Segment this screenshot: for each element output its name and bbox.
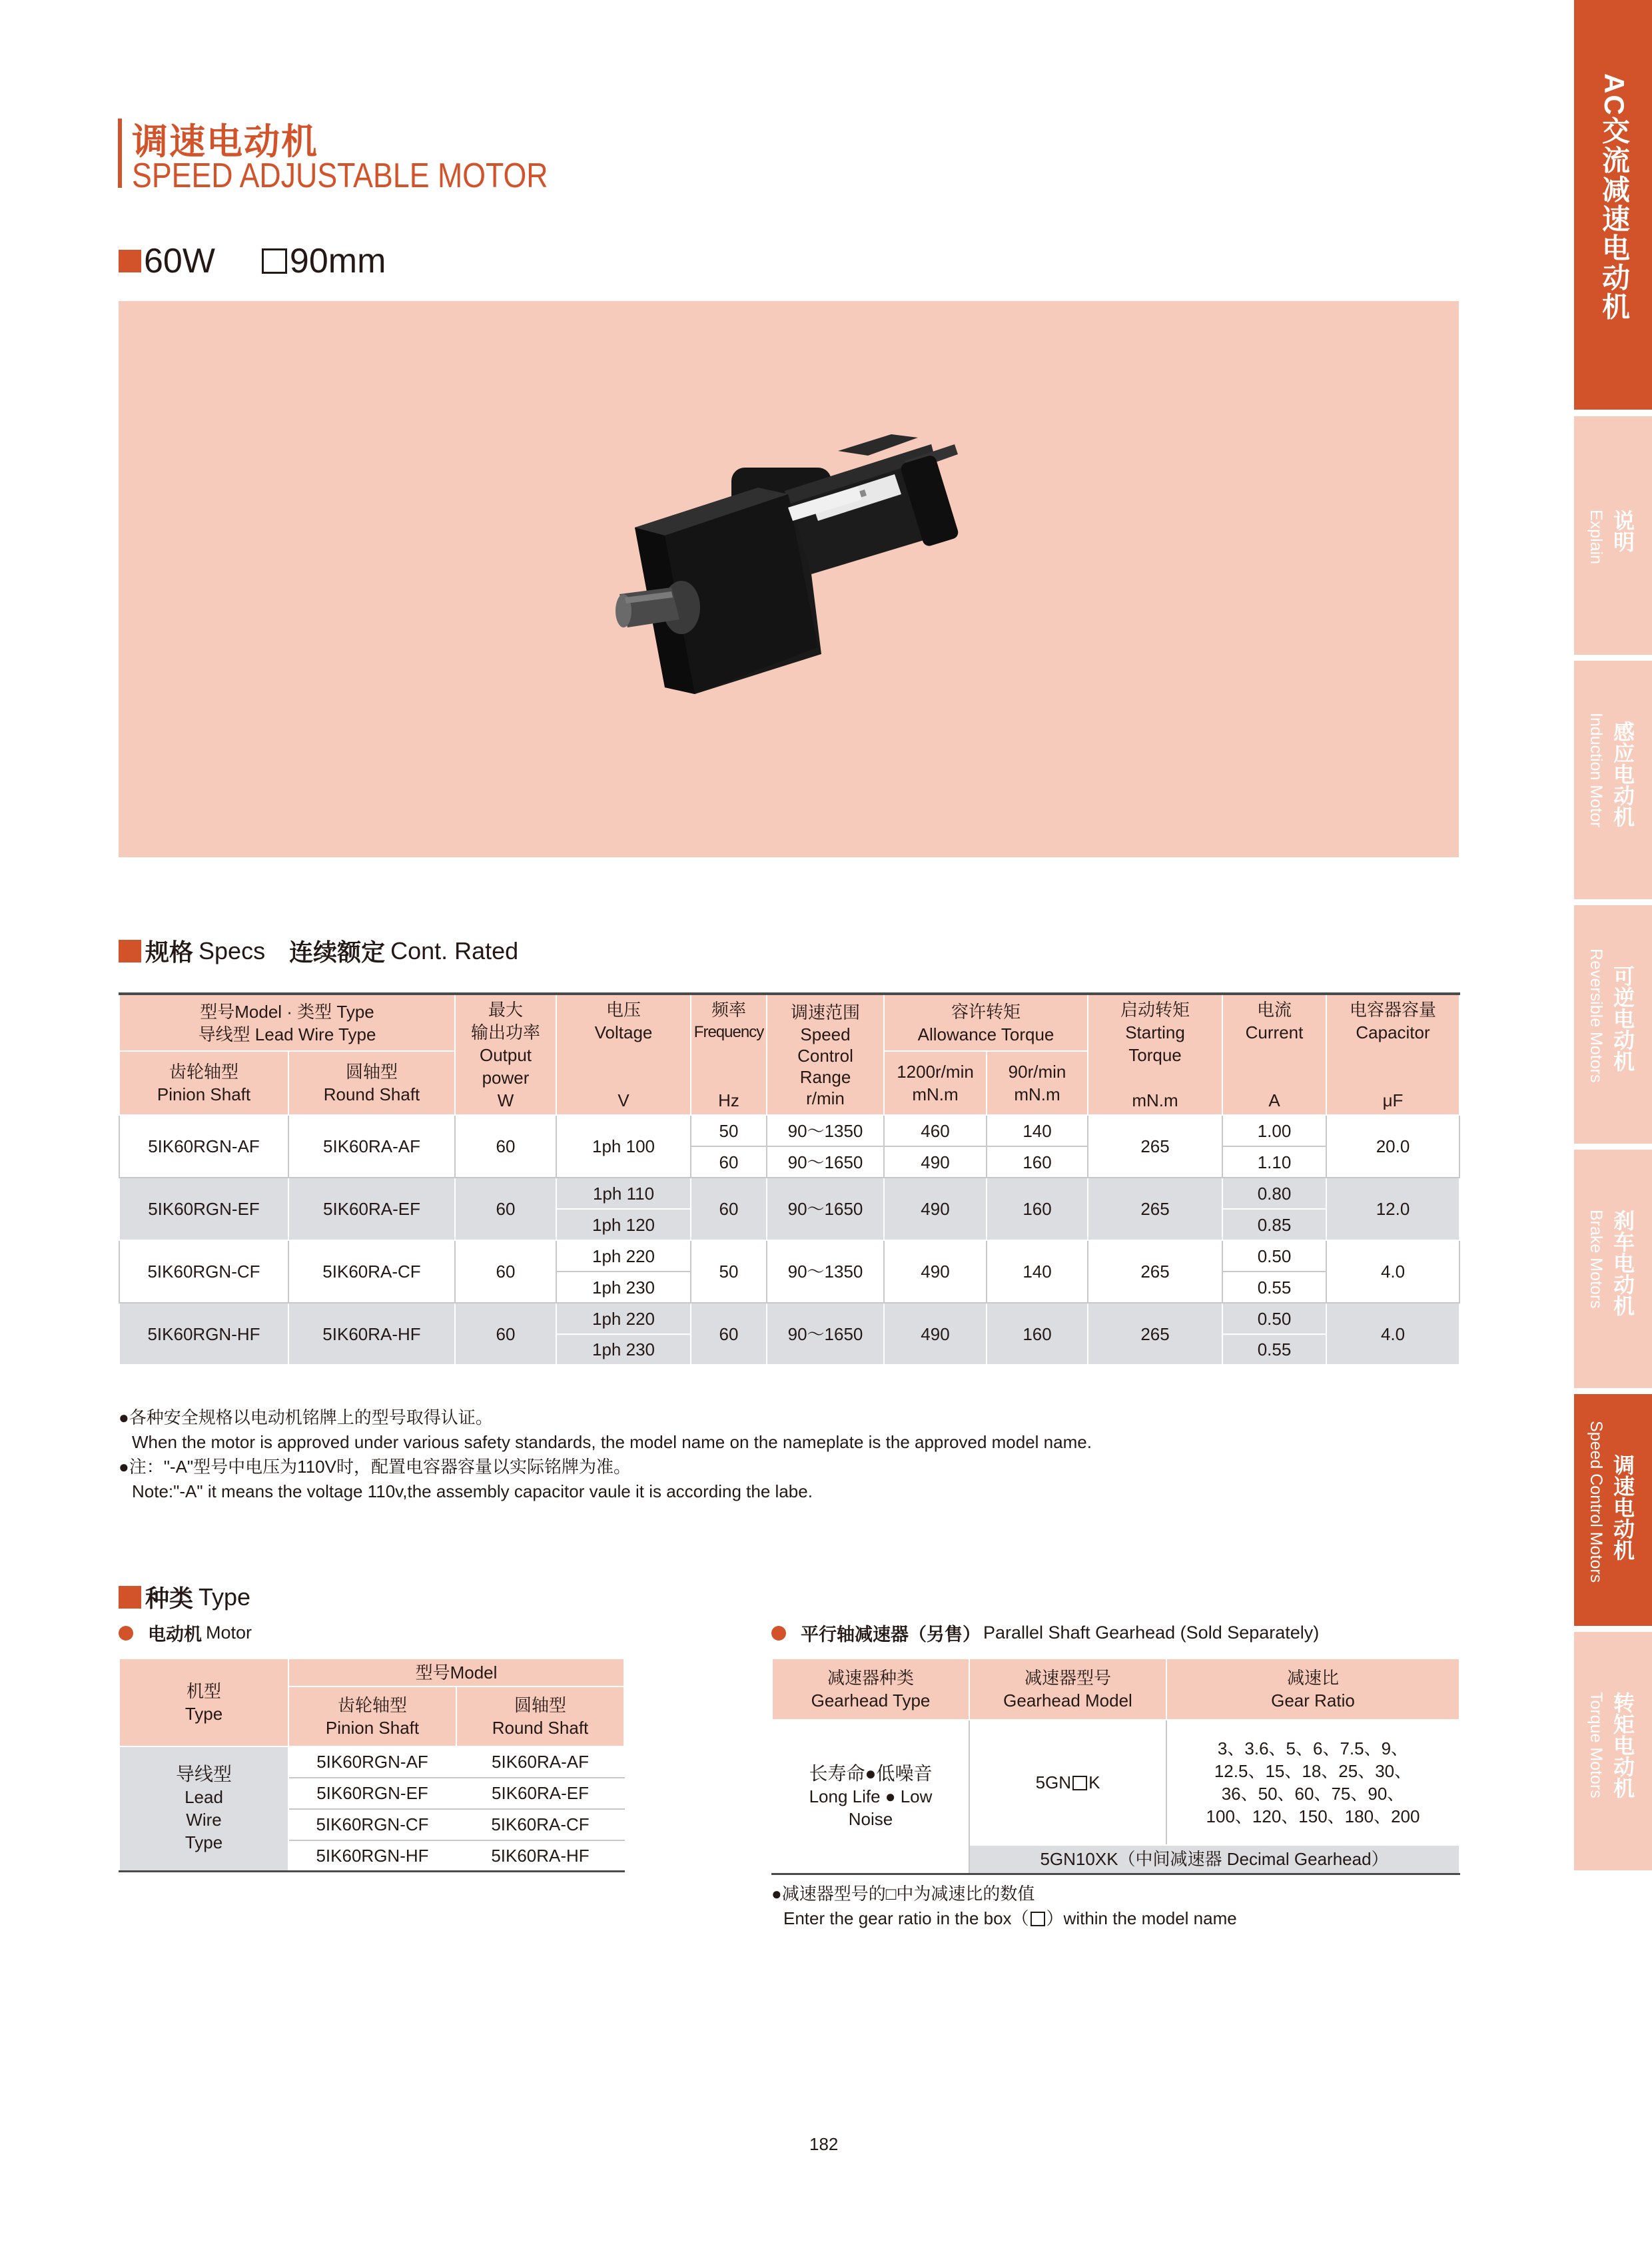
header-1200rpm: 1200r/min mN.m	[884, 1051, 987, 1115]
title-accent-bar	[118, 119, 122, 188]
current: 0.50	[1222, 1303, 1326, 1334]
torque-1200: 490	[884, 1146, 987, 1178]
note-line: ●减速器型号的□中为减速比的数值	[771, 1884, 1035, 1904]
output-power: 60	[455, 1303, 556, 1365]
round-model: 5IK60RA-EF	[288, 1178, 455, 1240]
sidebar-item-induction[interactable]	[1574, 661, 1652, 899]
sidebar-item-label: 调速电动机	[1611, 1454, 1635, 1561]
speed-range: 90～1350	[767, 1115, 884, 1146]
header-type: 机型 Type	[119, 1659, 288, 1746]
table-row	[119, 1303, 1459, 1334]
speed-range: 90～1650	[767, 1146, 884, 1178]
square-bullet-icon	[119, 250, 141, 272]
round-model: 5IK60RA-HF	[456, 1840, 624, 1872]
sidebar-item-reversible[interactable]	[1574, 905, 1652, 1144]
current: 0.55	[1222, 1334, 1326, 1365]
table-row	[119, 1115, 1459, 1146]
sidebar-item-label-en: Induction Motor	[1587, 713, 1605, 828]
torque-1200: 490	[884, 1240, 987, 1303]
pinion-model: 5IK60RGN-AF	[288, 1746, 456, 1778]
note-line: ●注："-A"型号中电压为110V时，配置电容器容量以实际铭牌为准。	[119, 1457, 631, 1477]
box-placeholder-icon	[1072, 1776, 1087, 1790]
table-row	[119, 1746, 624, 1778]
header-model-type: 型号Model · 类型 Type 导线型 Lead Wire Type	[119, 994, 455, 1051]
motor-label-cn: 电动机	[148, 1625, 202, 1645]
specs-table	[119, 992, 1460, 1367]
specs-title-cn: 规格	[145, 938, 194, 966]
frequency: 60	[691, 1146, 767, 1178]
header-capacitor: 电容器容量 Capacitor μF	[1326, 994, 1459, 1115]
speed-range: 90～1650	[767, 1303, 884, 1365]
sidebar-item-label: 感应电动机	[1611, 721, 1635, 827]
rated-title-cn: 连续额定	[289, 938, 386, 966]
sidebar-item-label: 刹车电动机	[1611, 1210, 1635, 1316]
circle-bullet-icon	[119, 1626, 133, 1641]
header-output-power: 最大 输出功率 Output power W	[455, 994, 556, 1115]
header-pinion-shaft: 齿轮轴型 Pinion Shaft	[288, 1686, 456, 1746]
note-line: When the motor is approved under various safety standards, the model name on the nameplate is the approved model name.	[132, 1432, 1092, 1452]
round-model: 5IK60RA-CF	[288, 1240, 455, 1303]
power-value: 60W	[144, 242, 215, 280]
capacitor: 4.0	[1326, 1303, 1459, 1365]
motor-subheading	[119, 1620, 252, 1646]
round-model: 5IK60RA-CF	[456, 1809, 624, 1840]
type-heading	[119, 1580, 250, 1614]
torque-90: 160	[987, 1303, 1088, 1365]
output-power: 60	[455, 1115, 556, 1178]
torque-90: 140	[987, 1115, 1088, 1146]
table-row	[119, 1240, 1459, 1272]
sidebar-item-brake[interactable]	[1574, 1150, 1652, 1388]
starting-torque: 265	[1088, 1303, 1222, 1365]
voltage: 1ph 230	[556, 1272, 691, 1303]
round-model: 5IK60RA-AF	[288, 1115, 455, 1178]
frame-size: 90mm	[289, 242, 386, 280]
product-photo-panel	[119, 301, 1459, 857]
voltage: 1ph 230	[556, 1334, 691, 1365]
gear-notes	[771, 1882, 1237, 1931]
speed-range: 90～1350	[767, 1240, 884, 1303]
note-line: ●各种安全规格以电动机铭牌上的型号取得认证。	[119, 1407, 493, 1427]
round-model: 5IK60RA-HF	[288, 1303, 455, 1365]
voltage: 1ph 120	[556, 1209, 691, 1240]
capacitor: 20.0	[1326, 1115, 1459, 1178]
gearhead-table	[771, 1657, 1460, 1875]
frequency: 50	[691, 1115, 767, 1146]
torque-1200: 460	[884, 1115, 987, 1146]
torque-1200: 490	[884, 1178, 987, 1240]
square-frame-icon	[262, 248, 287, 274]
gearhead-model: 5GN K	[969, 1720, 1166, 1845]
page-title-en: SPEED ADJUSTABLE MOTOR	[132, 157, 548, 195]
header-gear-ratio: 减速比 Gear Ratio	[1166, 1659, 1459, 1720]
sidebar-item-label: 可逆电动机	[1611, 965, 1635, 1072]
header-pinion-shaft: 齿轮轴型 Pinion Shaft	[119, 1051, 288, 1115]
specs-title-en: Specs	[199, 936, 266, 964]
current: 0.55	[1222, 1272, 1326, 1303]
sidebar-item-label-en: Brake Motors	[1587, 1210, 1605, 1309]
rated-title-en: Cont. Rated	[390, 936, 519, 964]
voltage: 1ph 100	[556, 1115, 691, 1178]
motor-type-table	[119, 1657, 625, 1872]
current: 0.85	[1222, 1209, 1326, 1240]
circle-bullet-icon	[771, 1626, 786, 1641]
gearhead-type: 长寿命●低噪音 Long Life ● Low Noise	[772, 1720, 969, 1874]
round-model: 5IK60RA-EF	[456, 1778, 624, 1809]
header-round-shaft: 圆轴型 Round Shaft	[456, 1686, 624, 1746]
square-bullet-icon	[119, 1586, 141, 1609]
gear-ratio-list: 3、3.6、5、6、7.5、9、 12.5、15、18、25、30、 36、50、60、75、90、 100、120、150、180、200	[1166, 1720, 1459, 1845]
square-bullet-icon	[119, 940, 141, 962]
current: 0.50	[1222, 1240, 1326, 1272]
current: 1.10	[1222, 1146, 1326, 1178]
lead-wire-type: 导线型 Lead Wire Type	[119, 1746, 288, 1872]
voltage: 1ph 220	[556, 1240, 691, 1272]
torque-90: 160	[987, 1146, 1088, 1178]
sidebar-main-label: AC交流减速电动机	[1599, 73, 1630, 322]
frequency: 60	[691, 1178, 767, 1240]
decimal-gearhead: 5GN10XK（中间减速器 Decimal Gearhead）	[969, 1845, 1459, 1874]
header-voltage: 电压 Voltage V	[556, 994, 691, 1115]
pinion-model: 5IK60RGN-HF	[119, 1303, 288, 1365]
capacitor: 12.0	[1326, 1178, 1459, 1240]
sidebar-item-explain[interactable]	[1574, 416, 1652, 655]
header-round-shaft: 圆轴型 Round Shaft	[288, 1051, 455, 1115]
pinion-model: 5IK60RGN-CF	[119, 1240, 288, 1303]
speed-range: 90～1650	[767, 1178, 884, 1240]
header-speed-range: 调速范围 Speed Control Range r/min	[767, 994, 884, 1115]
header-gearhead-model: 减速器型号 Gearhead Model	[969, 1659, 1166, 1720]
frequency: 60	[691, 1303, 767, 1365]
gear-motor-photo	[119, 301, 1459, 857]
frequency: 50	[691, 1240, 767, 1303]
pinion-model: 5IK60RGN-EF	[288, 1778, 456, 1809]
note-line: Note:"-A" it means the voltage 110v,the assembly capacitor vaule it is according the labe.	[132, 1481, 813, 1501]
page-title-cn: 调速电动机	[132, 122, 318, 162]
starting-torque: 265	[1088, 1115, 1222, 1178]
gear-label-en: Parallel Shaft Gearhead (Sold Separately)	[983, 1623, 1320, 1643]
type-title-cn: 种类	[145, 1585, 194, 1612]
round-model: 5IK60RA-AF	[456, 1746, 624, 1778]
voltage: 1ph 110	[556, 1178, 691, 1209]
pinion-model: 5IK60RGN-EF	[119, 1178, 288, 1240]
header-90rpm: 90r/min mN.m	[987, 1051, 1088, 1115]
sidebar-item-label-en: Explain	[1587, 510, 1605, 564]
box-placeholder-icon	[1031, 1912, 1045, 1926]
current: 0.80	[1222, 1178, 1326, 1209]
sidebar-item-speed-control[interactable]	[1574, 1394, 1652, 1626]
gear-label-cn: 平行轴减速器（另售）	[801, 1625, 981, 1645]
sidebar-item-label-en: Torque Motors	[1587, 1692, 1605, 1798]
power-frame-heading	[119, 241, 386, 281]
output-power: 60	[455, 1240, 556, 1303]
voltage: 1ph 220	[556, 1303, 691, 1334]
torque-90: 160	[987, 1178, 1088, 1240]
header-gearhead-type: 减速器种类 Gearhead Type	[772, 1659, 969, 1720]
specs-notes	[119, 1405, 1092, 1504]
sidebar-item-label-en: Reversible Motors	[1587, 948, 1605, 1083]
header-model: 型号Model	[288, 1659, 624, 1686]
sidebar-item-label-en: Speed Control Motors	[1587, 1421, 1605, 1583]
type-title-en: Type	[199, 1583, 251, 1611]
motor-label-en: Motor	[206, 1623, 252, 1643]
table-row	[772, 1720, 1459, 1845]
pinion-model: 5IK60RGN-HF	[288, 1840, 456, 1872]
page-number: 182	[809, 2134, 839, 2154]
note-line: Enter the gear ratio in the box（ ）within the model name	[783, 1908, 1237, 1928]
sidebar-item-label: 说明	[1611, 510, 1635, 552]
starting-torque: 265	[1088, 1178, 1222, 1240]
gear-subheading	[771, 1620, 1319, 1646]
sidebar-item-torque[interactable]	[1574, 1632, 1652, 1870]
current: 1.00	[1222, 1115, 1326, 1146]
sidebar-item-label: 转矩电动机	[1611, 1692, 1635, 1798]
pinion-model: 5IK60RGN-CF	[288, 1809, 456, 1840]
header-starting-torque: 启动转矩 Starting Torque mN.m	[1088, 994, 1222, 1115]
table-row	[119, 1178, 1459, 1209]
output-power: 60	[455, 1178, 556, 1240]
starting-torque: 265	[1088, 1240, 1222, 1303]
header-allowance-torque: 容许转矩 Allowance Torque	[884, 994, 1088, 1051]
torque-1200: 490	[884, 1303, 987, 1365]
header-frequency: 频率 Frequency Hz	[691, 994, 767, 1115]
pinion-model: 5IK60RGN-AF	[119, 1115, 288, 1178]
torque-90: 140	[987, 1240, 1088, 1303]
header-current: 电流 Current A	[1222, 994, 1326, 1115]
sidebar-main-tab[interactable]	[1574, 0, 1652, 410]
specs-heading	[119, 934, 518, 968]
capacitor: 4.0	[1326, 1240, 1459, 1303]
